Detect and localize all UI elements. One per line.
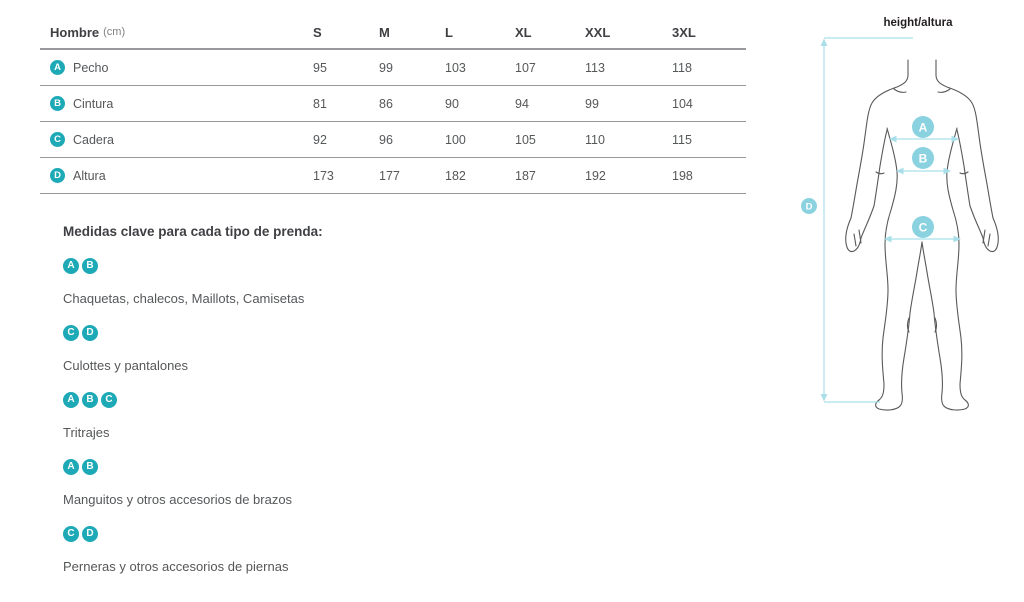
col-header-xxl: XXL xyxy=(585,24,611,40)
badge-d: D xyxy=(50,168,65,183)
measure-group-badges xyxy=(63,325,323,341)
row-label: Cadera xyxy=(73,132,114,147)
row-label-cell xyxy=(40,132,313,147)
size-value: 192 xyxy=(585,168,606,183)
size-value: 95 xyxy=(313,60,327,75)
table-title: Hombre xyxy=(50,24,100,40)
body-figure-svg xyxy=(788,0,1024,430)
garment-types-label: Manguitos y otros accesorios de brazos xyxy=(63,492,293,507)
badge-b: B xyxy=(82,258,98,274)
table-row-pecho xyxy=(40,50,746,86)
measure-group-badges xyxy=(63,392,323,408)
garment-types-label: Culottes y pantalones xyxy=(63,358,189,373)
size-value: 115 xyxy=(672,132,692,147)
row-label-cell xyxy=(40,168,313,183)
col-header-s: S xyxy=(313,24,322,40)
row-label: Altura xyxy=(73,168,106,183)
badge-c: C xyxy=(50,132,65,147)
garment-types-label: Tritrajes xyxy=(63,425,110,440)
size-value: 187 xyxy=(515,168,536,183)
col-header-m: M xyxy=(379,24,390,40)
row-label: Cintura xyxy=(73,96,114,111)
size-value: 90 xyxy=(445,96,459,111)
size-value: 100 xyxy=(445,132,466,147)
garment-measures-section xyxy=(63,224,323,574)
measures-heading: Medidas clave para cada tipo de prenda: xyxy=(63,224,323,239)
size-value: 99 xyxy=(585,96,599,111)
body-diagram xyxy=(788,0,1024,430)
marker-b-label: B xyxy=(918,151,928,166)
size-value: 182 xyxy=(445,168,466,183)
table-row-cadera xyxy=(40,122,746,158)
row-label-cell xyxy=(40,96,313,111)
row-label: Pecho xyxy=(73,60,109,75)
badge-a: A xyxy=(50,60,65,75)
row-label-cell xyxy=(40,60,313,75)
badge-b: B xyxy=(50,96,65,111)
marker-c-label: C xyxy=(918,220,928,235)
size-value: 99 xyxy=(379,60,393,75)
badge-a: A xyxy=(63,459,79,475)
col-header-xl: XL xyxy=(515,24,532,40)
badge-b: B xyxy=(82,459,98,475)
size-value: 92 xyxy=(313,132,327,147)
size-value: 107 xyxy=(515,60,536,75)
col-header-3xl: 3XL xyxy=(672,24,696,40)
measure-badges xyxy=(801,116,934,238)
marker-a-label: A xyxy=(918,120,928,135)
size-value: 103 xyxy=(445,60,466,75)
height-caption: height/altura xyxy=(883,17,953,29)
measure-arrowheads xyxy=(821,39,961,402)
size-value: 173 xyxy=(313,168,334,183)
col-header-l: L xyxy=(445,24,453,40)
badge-c: C xyxy=(101,392,117,408)
size-value: 94 xyxy=(515,96,529,111)
mens-size-table xyxy=(40,16,746,194)
size-value: 177 xyxy=(379,168,400,183)
size-value: 105 xyxy=(515,132,536,147)
table-title-cell xyxy=(40,25,313,40)
size-value: 198 xyxy=(672,168,693,183)
garment-types-label: Perneras y otros accesorios de piernas xyxy=(63,559,289,574)
marker-d-label: D xyxy=(805,201,813,213)
badge-c: C xyxy=(63,325,79,341)
badge-a: A xyxy=(63,392,79,408)
measure-group-badges xyxy=(63,258,323,274)
table-row-cintura xyxy=(40,86,746,122)
badge-c: C xyxy=(63,526,79,542)
size-value: 118 xyxy=(672,60,692,75)
table-header-row xyxy=(40,16,746,50)
size-value: 96 xyxy=(379,132,393,147)
table-row-altura xyxy=(40,158,746,194)
size-value: 104 xyxy=(672,96,693,111)
size-value: 113 xyxy=(585,60,605,75)
size-value: 81 xyxy=(313,96,327,111)
measure-group-badges xyxy=(63,459,323,475)
measure-group-badges xyxy=(63,526,323,542)
table-unit: (cm) xyxy=(103,26,126,38)
badge-a: A xyxy=(63,258,79,274)
badge-b: B xyxy=(82,392,98,408)
garment-types-label: Chaquetas, chalecos, Maillots, Camisetas xyxy=(63,291,305,306)
size-value: 110 xyxy=(585,132,605,147)
badge-d: D xyxy=(82,325,98,341)
size-value: 86 xyxy=(379,96,393,111)
badge-d: D xyxy=(82,526,98,542)
